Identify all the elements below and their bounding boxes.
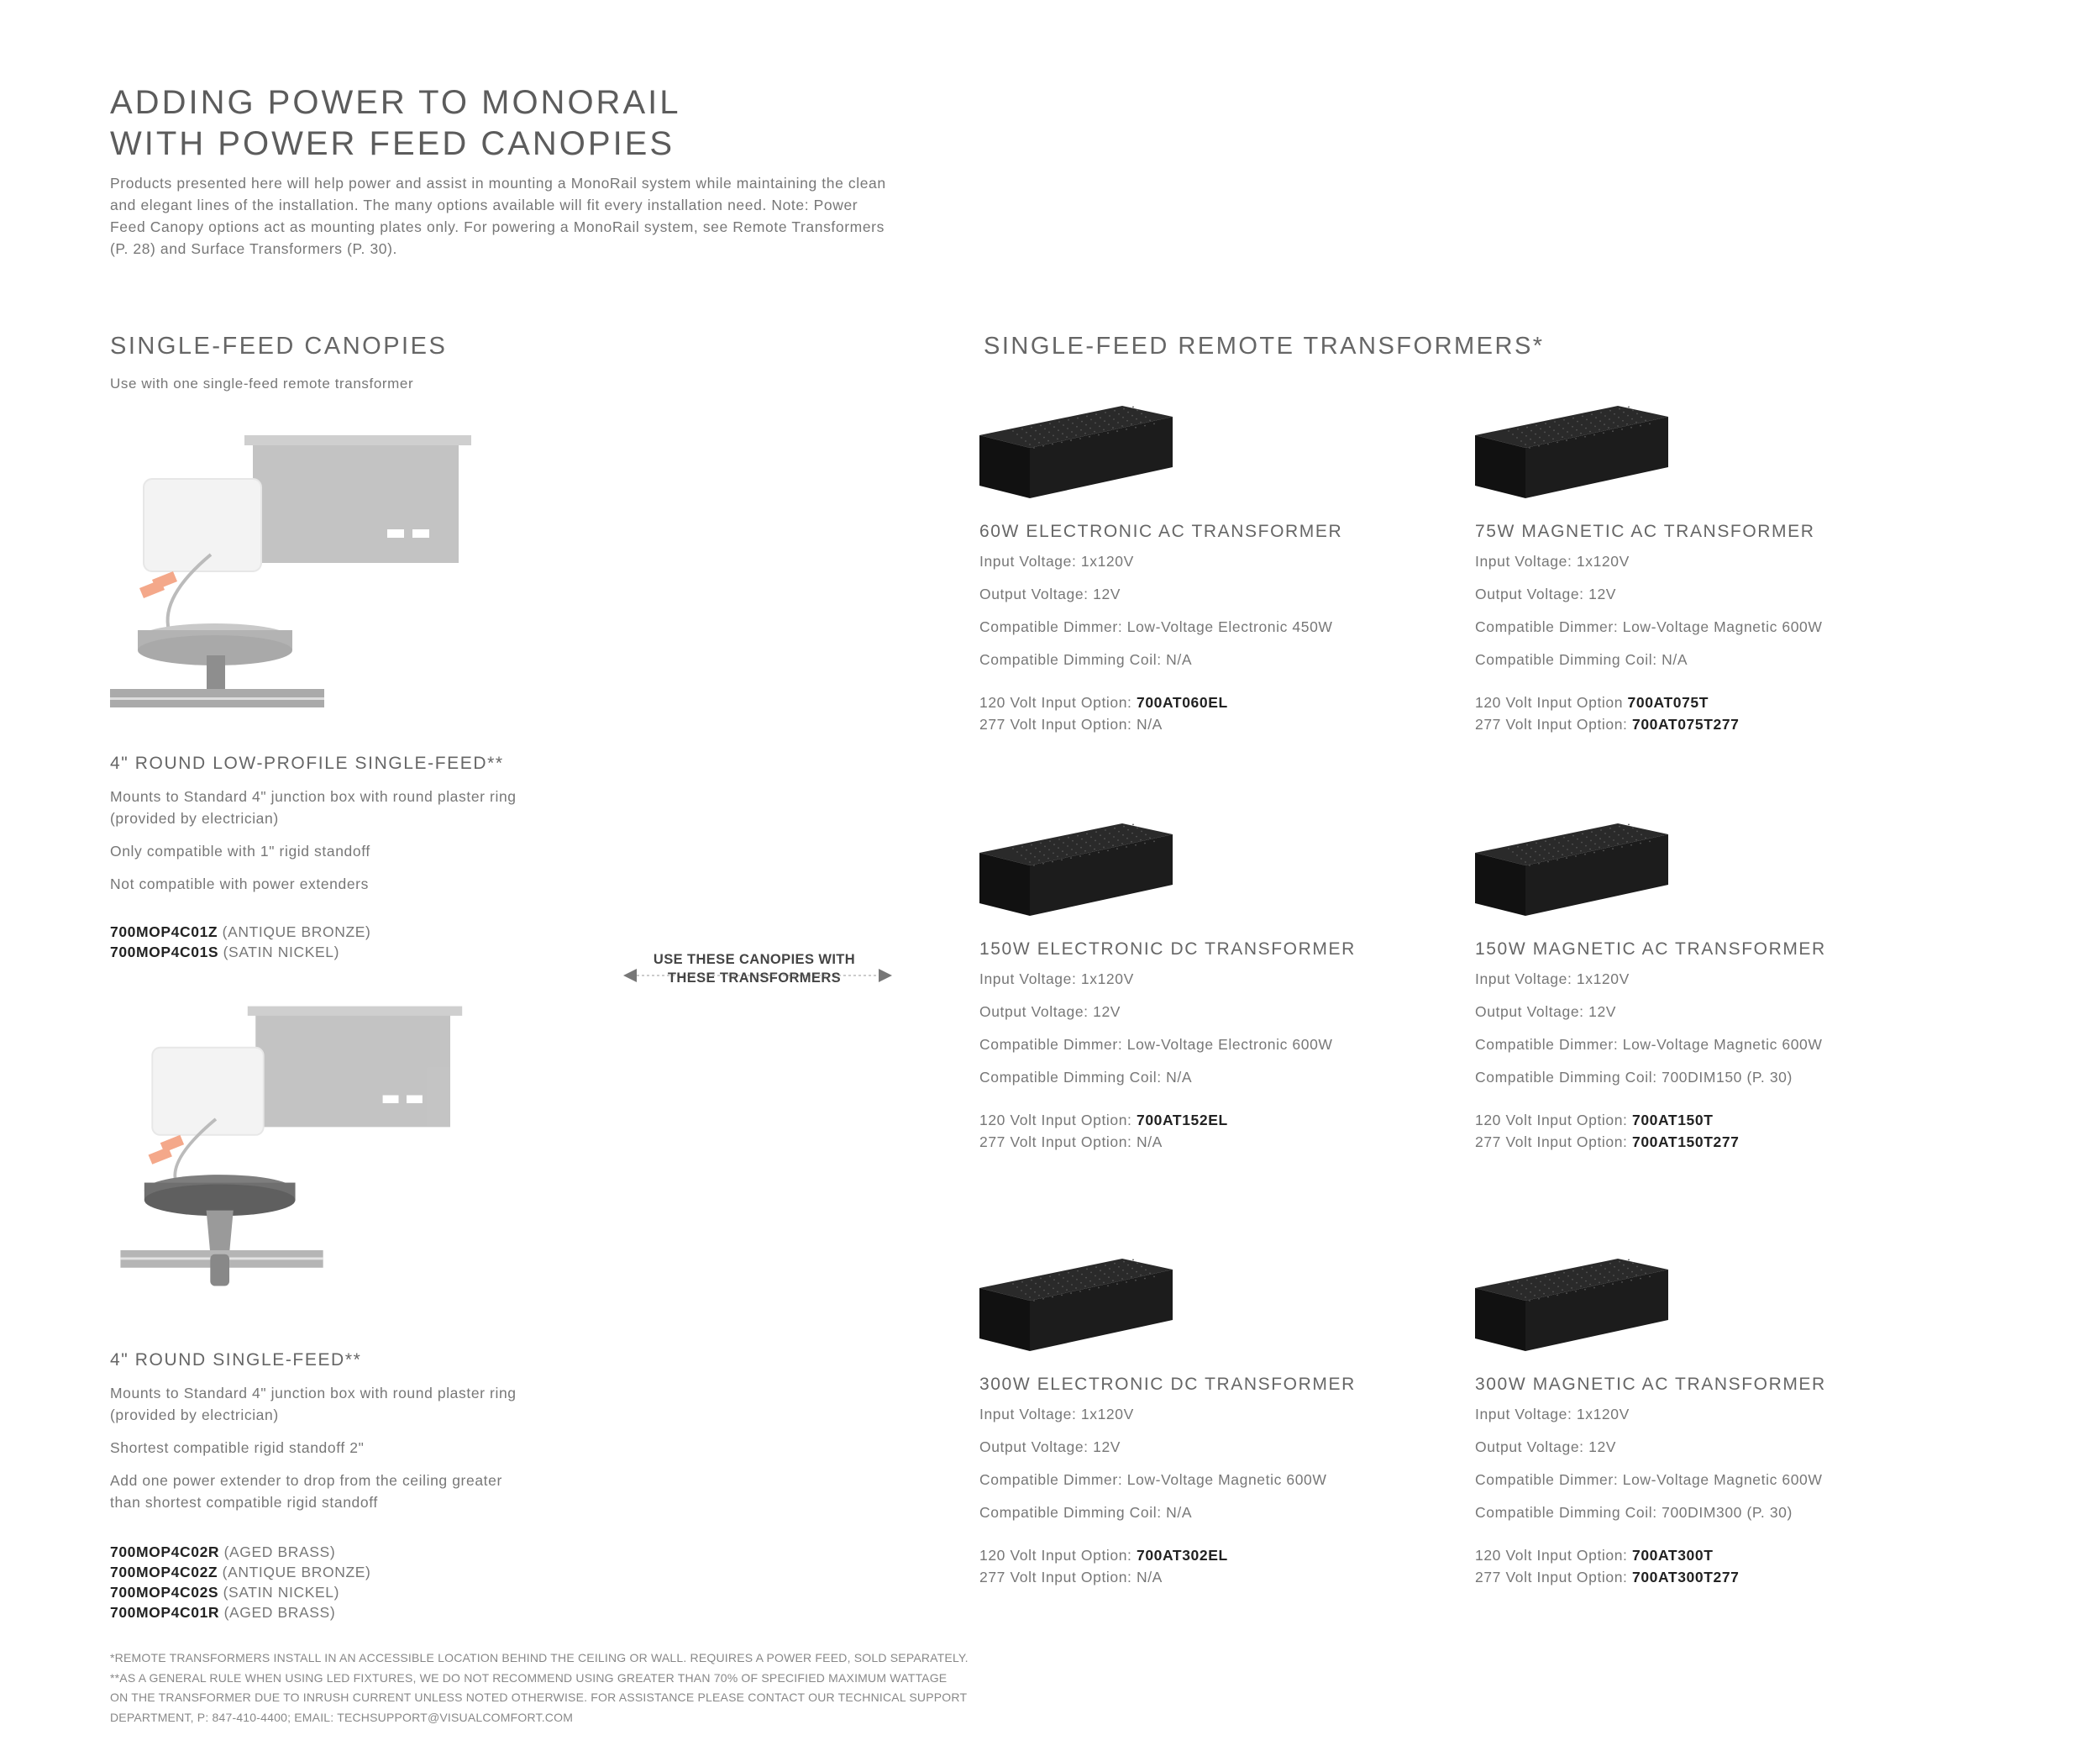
transformer-card-6 <box>1475 1254 1826 1587</box>
transformer-card-3 <box>979 819 1356 1152</box>
footnotes: *REMOTE TRANSFORMERS INSTALL IN AN ACCESSIBLE LOCATION BEHIND THE CEILING OR WALL. REQUIRES A POWER FEED, SOLD SEPARATELY. **AS A GENERAL RULE WHEN USING LED FIXTURES, WE DO NOT RECOMMEND USING GREATER THAN 70% OF SPECIFIED MAXIMUM WATTAGE ON THE TRANSFORMER DUE TO INRUSH CURRENT UNLESS NOTED OTHERWISE. FOR ASSISTANCE PLEASE CONTACT OUR TECHNICAL SUPPORT DEPARTMENT, P: 847-410-4400; EMAIL: TECHSUPPORT@VISUALCOMFORT.COM <box>110 1651 969 1724</box>
option-277v: 277 Volt Input Option: N/A <box>979 716 1163 733</box>
round-canopy-image <box>110 1000 496 1294</box>
product-code-row: 700MOP4C02S (SATIN NICKEL) <box>110 1584 340 1601</box>
canopy-1-name: 4" ROUND LOW-PROFILE SINGLE-FEED** <box>110 754 504 773</box>
compatible-dimmer: Compatible Dimmer: Low-Voltage Magnetic 600W <box>979 1471 1327 1488</box>
input-voltage: Input Voltage: 1x120V <box>979 1406 1134 1422</box>
compatible-dimming-coil: Compatible Dimming Coil: N/A <box>979 651 1193 668</box>
low-profile-canopy-image <box>110 429 496 723</box>
intro-paragraph: Products presented here will help power and assist in mounting a MonoRail system while maintaining the clean and elegant lines of the installation. The many options available will fit every installation need. Note: Power Feed Canopy options act as mounting plates only. For powering a MonoRail system, see Remote Transformers (P. 28) and Surface Transformers (P. 30). <box>110 175 886 257</box>
compatible-dimmer: Compatible Dimmer: Low-Voltage Magnetic 600W <box>1475 618 1823 635</box>
transformer-card-2 <box>1475 402 1823 734</box>
output-voltage: Output Voltage: 12V <box>1475 586 1617 602</box>
transformer-name: 75W MAGNETIC AC TRANSFORMER <box>1475 522 1815 541</box>
input-voltage: Input Voltage: 1x120V <box>1475 553 1630 570</box>
canopy-1-codes <box>110 922 370 962</box>
transformer-image <box>979 819 1173 920</box>
compatible-dimmer: Compatible Dimmer: Low-Voltage Magnetic 600W <box>1475 1036 1823 1053</box>
transformer-name: 150W ELECTRONIC DC TRANSFORMER <box>979 939 1356 959</box>
input-voltage: Input Voltage: 1x120V <box>1475 970 1630 987</box>
option-277v: 277 Volt Input Option: N/A <box>979 1569 1163 1585</box>
product-code-row: 700MOP4C01S (SATIN NICKEL) <box>110 944 340 960</box>
option-120v: 120 Volt Input Option: 700AT150T <box>1475 1112 1714 1128</box>
output-voltage: Output Voltage: 12V <box>1475 1438 1617 1455</box>
product-code-row: 700MOP4C01R (AGED BRASS) <box>110 1604 336 1621</box>
transformer-image <box>1475 402 1668 502</box>
product-code-row: 700MOP4C02R (AGED BRASS) <box>110 1543 336 1560</box>
output-voltage: Output Voltage: 12V <box>979 586 1121 602</box>
output-voltage: Output Voltage: 12V <box>1475 1003 1617 1020</box>
canopy-2-notes: Mounts to Standard 4" junction box with round plaster ring (provided by electrician) Shortest compatible rigid standoff 2" Add one power extender to drop from the ceiling greater than shortest compatible rigid standoff <box>110 1385 517 1511</box>
transformer-card-5 <box>979 1254 1356 1587</box>
transformer-image <box>979 1254 1173 1355</box>
canopy-2-name: 4" ROUND SINGLE-FEED** <box>110 1350 362 1370</box>
product-code-row: 700MOP4C02Z (ANTIQUE BRONZE) <box>110 1564 371 1580</box>
transformer-image <box>979 402 1173 502</box>
canopy-1-notes: Mounts to Standard 4" junction box with round plaster ring (provided by electrician) Only compatible with 1" rigid standoff Not compatible with power extenders <box>110 788 517 892</box>
transformer-name: 150W MAGNETIC AC TRANSFORMER <box>1475 939 1826 959</box>
compatible-dimmer: Compatible Dimmer: Low-Voltage Electronic 600W <box>979 1036 1333 1053</box>
option-277v: 277 Volt Input Option: 700AT075T277 <box>1475 716 1740 733</box>
canopies-subtitle: Use with one single-feed remote transformer <box>110 376 414 392</box>
transformer-name: 300W MAGNETIC AC TRANSFORMER <box>1475 1375 1826 1394</box>
page-title: ADDING POWER TO MONORAIL WITH POWER FEED CANOPIES <box>110 84 681 162</box>
option-120v: 120 Volt Input Option: 700AT302EL <box>979 1547 1228 1564</box>
compatible-dimmer: Compatible Dimmer: Low-Voltage Electronic 450W <box>979 618 1333 635</box>
compatible-dimming-coil: Compatible Dimming Coil: 700DIM150 (P. 30) <box>1475 1069 1793 1086</box>
canopy-transformer-note: USE THESE CANOPIES WITH THESE TRANSFORMERS <box>653 952 856 986</box>
transformer-name: 300W ELECTRONIC DC TRANSFORMER <box>979 1375 1356 1394</box>
option-120v: 120 Volt Input Option: 700AT060EL <box>979 694 1228 711</box>
option-277v: 277 Volt Input Option: 700AT150T277 <box>1475 1133 1740 1150</box>
option-120v: 120 Volt Input Option: 700AT152EL <box>979 1112 1228 1128</box>
output-voltage: Output Voltage: 12V <box>979 1003 1121 1020</box>
transformer-image <box>1475 1254 1668 1355</box>
input-voltage: Input Voltage: 1x120V <box>979 970 1134 987</box>
product-code-row: 700MOP4C01Z (ANTIQUE BRONZE) <box>110 923 371 940</box>
option-277v: 277 Volt Input Option: N/A <box>979 1133 1163 1150</box>
input-voltage: Input Voltage: 1x120V <box>979 553 1134 570</box>
transformers-section-title: SINGLE-FEED REMOTE TRANSFORMERS* <box>984 333 1545 360</box>
compatible-dimmer: Compatible Dimmer: Low-Voltage Magnetic 600W <box>1475 1471 1823 1488</box>
compatible-dimming-coil: Compatible Dimming Coil: N/A <box>979 1504 1193 1521</box>
transformer-name: 60W ELECTRONIC AC TRANSFORMER <box>979 522 1343 541</box>
compatible-dimming-coil: Compatible Dimming Coil: N/A <box>1475 651 1688 668</box>
transformer-card-4 <box>1475 819 1826 1152</box>
option-277v: 277 Volt Input Option: 700AT300T277 <box>1475 1569 1740 1585</box>
input-voltage: Input Voltage: 1x120V <box>1475 1406 1630 1422</box>
output-voltage: Output Voltage: 12V <box>979 1438 1121 1455</box>
option-120v: 120 Volt Input Option 700AT075T <box>1475 694 1709 711</box>
transformer-card-1 <box>979 402 1342 734</box>
compatible-dimming-coil: Compatible Dimming Coil: 700DIM300 (P. 30) <box>1475 1504 1793 1521</box>
compatible-dimming-coil: Compatible Dimming Coil: N/A <box>979 1069 1193 1086</box>
transformer-image <box>1475 819 1668 920</box>
canopies-section-title: SINGLE-FEED CANOPIES <box>110 333 448 360</box>
option-120v: 120 Volt Input Option: 700AT300T <box>1475 1547 1714 1564</box>
canopy-2-codes <box>110 1542 370 1622</box>
